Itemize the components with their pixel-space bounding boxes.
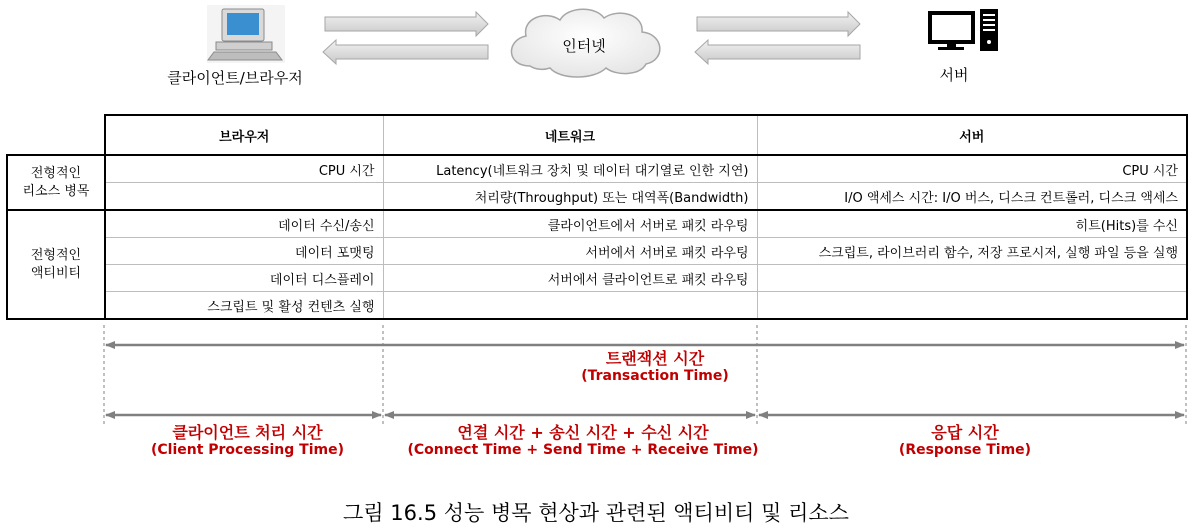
transaction-time-en: (Transaction Time)	[581, 368, 729, 385]
table-cell: 서버에서 서버로 패킷 라우팅	[383, 238, 757, 265]
client-time-label	[104, 424, 391, 458]
table-cell: 데이터 포맷팅	[105, 238, 383, 265]
transaction-time-ko: 트랜잭션 시간	[605, 349, 705, 368]
table-cell	[383, 292, 757, 320]
table-cell: I/O 액세스 시간: I/O 버스, 디스크 컨트롤러, 디스크 액세스	[757, 183, 1187, 211]
client-to-internet-arrow	[325, 12, 488, 36]
network-time-label	[383, 424, 783, 458]
header-network: 네트워크	[383, 115, 757, 155]
internet-label: 인터넷	[562, 37, 606, 55]
response-time-label	[800, 424, 1130, 458]
server-label: 서버	[939, 66, 969, 84]
table-cell: 스크립트 및 활성 컨텐츠 실행	[105, 292, 383, 320]
table-cell: 데이터 수신/송신	[105, 210, 383, 238]
row-header-activity: 전형적인 액티비티	[7, 210, 105, 319]
internet-to-server-arrow	[697, 12, 860, 36]
table-cell	[757, 265, 1187, 292]
server-to-internet-arrow	[695, 40, 860, 64]
figure-caption: 그림 16.5 성능 병목 현상과 관련된 액티비티 및 리소스	[343, 501, 849, 525]
table-cell: CPU 시간	[757, 155, 1187, 183]
internet-to-client-arrow	[323, 40, 488, 64]
response-time-en: (Response Time)	[898, 442, 1032, 459]
table-cell	[757, 292, 1187, 320]
server-computer-icon	[928, 9, 998, 51]
table-cell: Latency(네트워크 장치 및 데이터 대기열로 인한 지연)	[383, 155, 757, 183]
table-cell: 클라이언트에서 서버로 패킷 라우팅	[383, 210, 757, 238]
client-computer-icon	[207, 5, 285, 63]
table-cell: CPU 시간	[105, 155, 383, 183]
table-cell: 처리량(Throughput) 또는 대역폭(Bandwidth)	[383, 183, 757, 211]
table-cell	[105, 183, 383, 211]
table-cell: 히트(Hits)를 수신	[757, 210, 1187, 238]
client-time-ko: 클라이언트 처리 시간	[172, 423, 323, 442]
header-server: 서버	[757, 115, 1187, 155]
network-time-en: (Connect Time + Send Time + Receive Time)	[407, 442, 759, 459]
client-time-en: (Client Processing Time)	[150, 442, 345, 459]
transaction-time-label	[455, 350, 855, 384]
table-cell: 스크립트, 라이브러리 함수, 저장 프로시저, 실행 파일 등을 실행	[757, 238, 1187, 265]
client-label: 클라이언트/브라우저	[167, 69, 303, 87]
network-time-ko: 연결 시간 + 송신 시간 + 수신 시간	[457, 423, 709, 442]
header-browser: 브라우저	[105, 115, 383, 155]
bottleneck-table	[6, 114, 1188, 320]
row-header-resource-bottleneck: 전형적인 리소스 병목	[7, 155, 105, 210]
table-cell: 서버에서 클라이언트로 패킷 라우팅	[383, 265, 757, 292]
table-cell: 데이터 디스플레이	[105, 265, 383, 292]
table-corner	[7, 115, 105, 155]
response-time-ko: 응답 시간	[931, 423, 999, 442]
